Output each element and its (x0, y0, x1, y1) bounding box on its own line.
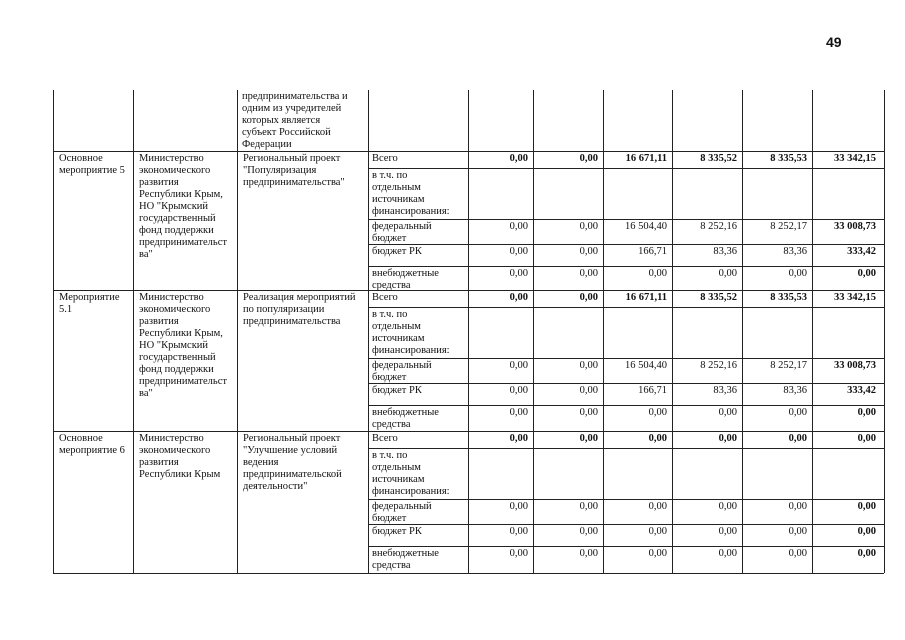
amount-cell: 0,00 (509, 407, 528, 418)
amount-cell: 0,00 (648, 433, 667, 444)
amount-cell: 0,00 (579, 407, 598, 418)
amount-cell: 83,36 (783, 246, 807, 257)
amount-cell: 0,00 (579, 548, 598, 559)
row-line (368, 405, 884, 406)
amount-cell: 33 008,73 (834, 221, 876, 232)
source-label: в т.ч. по отдельным источникам финансирования: (372, 170, 450, 217)
amount-cell: 0,00 (579, 246, 598, 257)
amount-cell: 0,00 (509, 433, 528, 444)
row-line (368, 168, 884, 169)
amount-cell: 0,00 (509, 246, 528, 257)
source-label: Всего (372, 153, 398, 164)
executor-name: Министерство экономического развития Республики Крым (139, 433, 221, 480)
column-line (53, 90, 54, 573)
amount-cell: 0,00 (857, 501, 876, 512)
amount-cell: 16 671,11 (625, 153, 667, 164)
amount-cell: 0,00 (788, 407, 807, 418)
column-line (533, 90, 534, 573)
activity-name: Основное мероприятие 5 (59, 153, 125, 176)
amount-cell: 33 342,15 (834, 292, 876, 303)
column-line (603, 90, 604, 573)
amount-cell: 0,00 (509, 548, 528, 559)
source-label: бюджет РК (372, 246, 422, 257)
amount-cell: 83,36 (783, 385, 807, 396)
column-line (742, 90, 743, 573)
amount-cell: 0,00 (648, 526, 667, 537)
amount-cell: 0,00 (579, 526, 598, 537)
source-label: внебюджетные средства (372, 407, 439, 430)
amount-cell: 0,00 (857, 548, 876, 559)
amount-cell: 16 504,40 (625, 221, 667, 232)
amount-cell: 0,00 (509, 153, 528, 164)
source-label: бюджет РК (372, 526, 422, 537)
block-line (53, 431, 884, 432)
amount-cell: 0,00 (788, 526, 807, 537)
amount-cell: 8 252,17 (770, 221, 807, 232)
amount-cell: 8 335,53 (770, 153, 807, 164)
amount-cell: 33 008,73 (834, 360, 876, 371)
block-line (53, 151, 884, 152)
activity-name: Мероприятие 5.1 (59, 292, 120, 315)
project-title: Реализация мероприятий по популяризации предпринимательства (243, 292, 356, 327)
amount-cell: 16 671,11 (625, 292, 667, 303)
amount-cell: 0,00 (857, 407, 876, 418)
amount-cell: 8 252,16 (700, 360, 737, 371)
source-label: федеральный бюджет (372, 501, 432, 524)
table-bottom-line (53, 573, 884, 574)
source-label: Всего (372, 433, 398, 444)
block-line (53, 290, 884, 291)
amount-cell: 0,00 (509, 360, 528, 371)
amount-cell: 0,00 (788, 548, 807, 559)
source-label: федеральный бюджет (372, 221, 432, 244)
amount-cell: 0,00 (509, 292, 528, 303)
source-label: бюджет РК (372, 385, 422, 396)
project-title: Региональный проект "Улучшение условий ведения предпринимательской деятельности" (243, 433, 342, 492)
amount-cell: 0,00 (509, 385, 528, 396)
amount-cell: 0,00 (718, 548, 737, 559)
amount-cell: 166,71 (638, 246, 667, 257)
amount-cell: 8 252,16 (700, 221, 737, 232)
amount-cell: 0,00 (579, 385, 598, 396)
amount-cell: 0,00 (579, 268, 598, 279)
amount-cell: 0,00 (648, 501, 667, 512)
activity-name: Основное мероприятие 6 (59, 433, 125, 456)
source-label: Всего (372, 292, 398, 303)
amount-cell: 0,00 (718, 501, 737, 512)
executor-name: Министерство экономического развития Республики Крым, НО "Крымский государственный фонд поддержки предпринимательст ва" (139, 153, 227, 260)
source-label: федеральный бюджет (372, 360, 432, 383)
amount-cell: 0,00 (648, 548, 667, 559)
amount-cell: 0,00 (579, 221, 598, 232)
row-line (368, 358, 884, 359)
row-line (368, 307, 884, 308)
row-line (368, 219, 884, 220)
amount-cell: 0,00 (579, 501, 598, 512)
amount-cell: 0,00 (579, 153, 598, 164)
amount-cell: 0,00 (648, 407, 667, 418)
amount-cell: 0,00 (509, 526, 528, 537)
amount-cell: 0,00 (509, 268, 528, 279)
amount-cell: 83,36 (713, 246, 737, 257)
column-line (884, 90, 885, 573)
amount-cell: 0,00 (857, 433, 876, 444)
target-text: предпринимательства и одним из учредителей которых является субъект Российской Федерации (242, 91, 348, 150)
amount-cell: 83,36 (713, 385, 737, 396)
row-line (368, 546, 884, 547)
amount-cell: 0,00 (788, 268, 807, 279)
amount-cell: 0,00 (718, 433, 737, 444)
amount-cell: 0,00 (718, 268, 737, 279)
amount-cell: 0,00 (788, 433, 807, 444)
amount-cell: 0,00 (509, 501, 528, 512)
page-number: 49 (826, 34, 842, 50)
row-line (368, 499, 884, 500)
amount-cell: 0,00 (788, 501, 807, 512)
amount-cell: 33 342,15 (834, 153, 876, 164)
amount-cell: 0,00 (579, 360, 598, 371)
source-label: в т.ч. по отдельным источникам финансирования: (372, 450, 450, 497)
source-label: внебюджетные средства (372, 268, 439, 291)
amount-cell: 16 504,40 (625, 360, 667, 371)
amount-cell: 166,71 (638, 385, 667, 396)
project-title: Региональный проект "Популяризация предпринимательства" (243, 153, 345, 188)
amount-cell: 0,00 (857, 268, 876, 279)
amount-cell: 0,00 (857, 526, 876, 537)
amount-cell: 8 335,52 (700, 153, 737, 164)
row-line (368, 448, 884, 449)
amount-cell: 8 335,53 (770, 292, 807, 303)
amount-cell: 333,42 (847, 246, 876, 257)
source-label: внебюджетные средства (372, 548, 439, 571)
amount-cell: 0,00 (718, 526, 737, 537)
row-line (368, 266, 884, 267)
amount-cell: 8 335,52 (700, 292, 737, 303)
amount-cell: 333,42 (847, 385, 876, 396)
amount-cell: 0,00 (718, 407, 737, 418)
column-line (672, 90, 673, 573)
amount-cell: 0,00 (579, 433, 598, 444)
executor-name: Министерство экономического развития Республики Крым, НО "Крымский государственный фонд поддержки предпринимательст ва" (139, 292, 227, 399)
amount-cell: 0,00 (509, 221, 528, 232)
source-label: в т.ч. по отдельным источникам финансирования: (372, 309, 450, 356)
column-line (812, 90, 813, 573)
amount-cell: 0,00 (579, 292, 598, 303)
amount-cell: 8 252,17 (770, 360, 807, 371)
amount-cell: 0,00 (648, 268, 667, 279)
